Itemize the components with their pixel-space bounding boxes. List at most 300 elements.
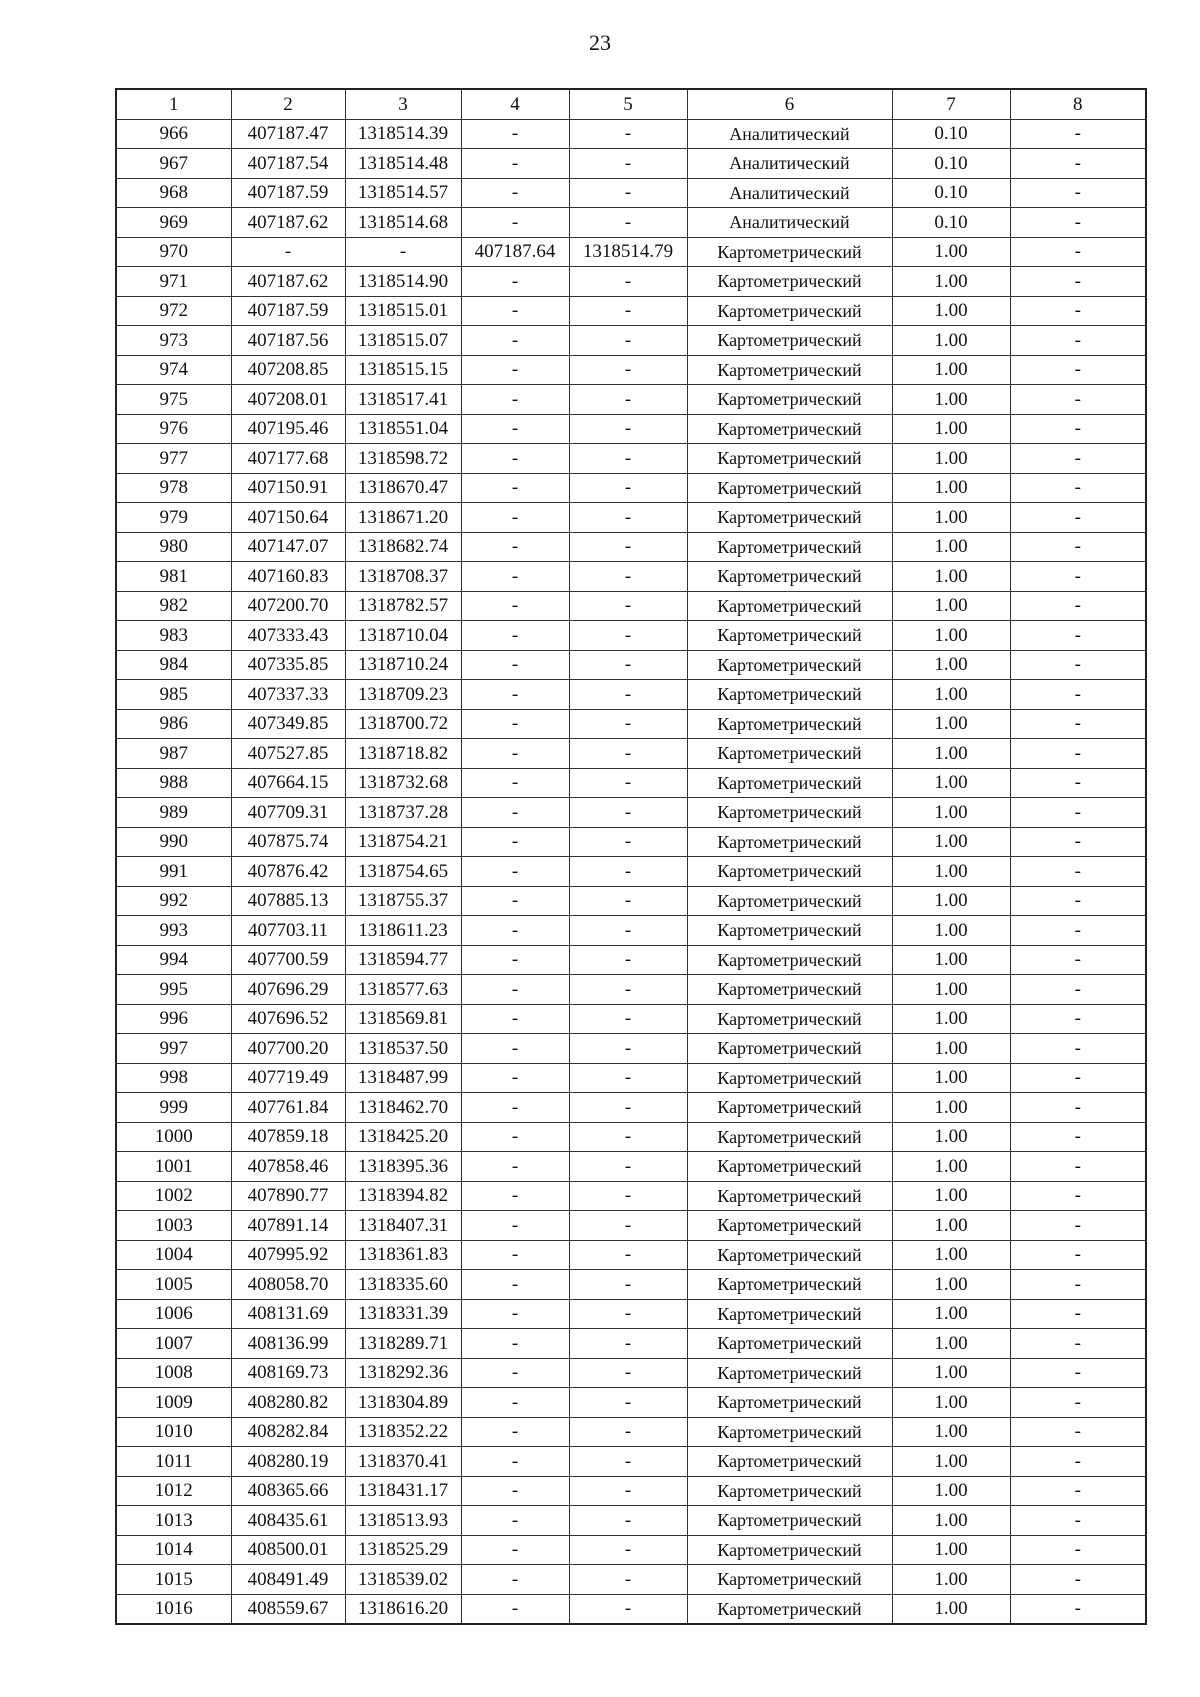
description-cell: - bbox=[1010, 149, 1146, 179]
table-row bbox=[116, 768, 1146, 798]
y-coordinate-cell: 1318407.31 bbox=[345, 1211, 461, 1241]
y-coordinate-cell: 1318487.99 bbox=[345, 1063, 461, 1093]
y-alt-cell: - bbox=[569, 1034, 687, 1064]
description-cell: - bbox=[1010, 1063, 1146, 1093]
table-row bbox=[116, 709, 1146, 739]
table-row bbox=[116, 1004, 1146, 1034]
method-cell: Картометрический bbox=[687, 591, 892, 621]
y-coordinate-cell: 1318569.81 bbox=[345, 1004, 461, 1034]
y-alt-cell: - bbox=[569, 1447, 687, 1477]
description-cell: - bbox=[1010, 1447, 1146, 1477]
method-cell: Картометрический bbox=[687, 355, 892, 385]
point-number-cell: 971 bbox=[116, 267, 231, 297]
precision-cell: 0.10 bbox=[892, 149, 1010, 179]
precision-cell: 1.00 bbox=[892, 1181, 1010, 1211]
description-cell: - bbox=[1010, 385, 1146, 415]
x-coordinate-cell: 408500.01 bbox=[231, 1535, 345, 1565]
point-number-cell: 1004 bbox=[116, 1240, 231, 1270]
description-cell: - bbox=[1010, 975, 1146, 1005]
method-cell: Картометрический bbox=[687, 1004, 892, 1034]
table-row bbox=[116, 119, 1146, 149]
table-row bbox=[116, 532, 1146, 562]
point-number-cell: 1005 bbox=[116, 1270, 231, 1300]
x-coordinate-cell: 407187.62 bbox=[231, 208, 345, 238]
x-alt-cell: - bbox=[461, 208, 569, 238]
method-cell: Картометрический bbox=[687, 1447, 892, 1477]
y-alt-cell: - bbox=[569, 1565, 687, 1595]
precision-cell: 0.10 bbox=[892, 208, 1010, 238]
description-cell: - bbox=[1010, 1506, 1146, 1536]
x-coordinate-cell: 408282.84 bbox=[231, 1417, 345, 1447]
precision-cell: 1.00 bbox=[892, 1329, 1010, 1359]
method-cell: Картометрический bbox=[687, 1152, 892, 1182]
description-cell: - bbox=[1010, 1270, 1146, 1300]
point-number-cell: 993 bbox=[116, 916, 231, 946]
description-cell: - bbox=[1010, 709, 1146, 739]
description-cell: - bbox=[1010, 827, 1146, 857]
y-alt-cell: - bbox=[569, 1240, 687, 1270]
y-coordinate-cell: 1318431.17 bbox=[345, 1476, 461, 1506]
point-number-cell: 987 bbox=[116, 739, 231, 769]
x-coordinate-cell: 407187.54 bbox=[231, 149, 345, 179]
y-alt-cell: - bbox=[569, 650, 687, 680]
table-row bbox=[116, 208, 1146, 238]
x-coordinate-cell: 407859.18 bbox=[231, 1122, 345, 1152]
x-coordinate-cell: 407700.20 bbox=[231, 1034, 345, 1064]
y-coordinate-cell: 1318304.89 bbox=[345, 1388, 461, 1418]
x-coordinate-cell: 407177.68 bbox=[231, 444, 345, 474]
point-number-cell: 1001 bbox=[116, 1152, 231, 1182]
x-coordinate-cell: 407208.85 bbox=[231, 355, 345, 385]
precision-cell: 1.00 bbox=[892, 503, 1010, 533]
table-row bbox=[116, 1152, 1146, 1182]
method-cell: Картометрический bbox=[687, 857, 892, 887]
x-alt-cell: - bbox=[461, 1211, 569, 1241]
x-alt-cell: - bbox=[461, 473, 569, 503]
description-cell: - bbox=[1010, 532, 1146, 562]
y-alt-cell: - bbox=[569, 444, 687, 474]
page-number: 23 bbox=[589, 30, 611, 55]
x-coordinate-cell: 407696.52 bbox=[231, 1004, 345, 1034]
table-row bbox=[116, 237, 1146, 267]
method-cell: Картометрический bbox=[687, 1417, 892, 1447]
y-alt-cell: - bbox=[569, 267, 687, 297]
point-number-cell: 997 bbox=[116, 1034, 231, 1064]
description-cell: - bbox=[1010, 296, 1146, 326]
description-cell: - bbox=[1010, 178, 1146, 208]
table-row bbox=[116, 1447, 1146, 1477]
y-alt-cell: - bbox=[569, 1417, 687, 1447]
y-coordinate-cell: 1318670.47 bbox=[345, 473, 461, 503]
description-cell: - bbox=[1010, 1093, 1146, 1123]
table-row bbox=[116, 178, 1146, 208]
x-coordinate-cell: 407761.84 bbox=[231, 1093, 345, 1123]
x-alt-cell: - bbox=[461, 503, 569, 533]
table-row bbox=[116, 1506, 1146, 1536]
y-alt-cell: - bbox=[569, 119, 687, 149]
y-coordinate-cell: 1318710.24 bbox=[345, 650, 461, 680]
method-cell: Картометрический bbox=[687, 1181, 892, 1211]
y-coordinate-cell: 1318515.01 bbox=[345, 296, 461, 326]
y-coordinate-cell: 1318513.93 bbox=[345, 1506, 461, 1536]
coordinates-table bbox=[115, 88, 1147, 1625]
column-header: 6 bbox=[687, 89, 892, 119]
x-alt-cell: - bbox=[461, 1388, 569, 1418]
x-alt-cell: - bbox=[461, 532, 569, 562]
point-number-cell: 969 bbox=[116, 208, 231, 238]
method-cell: Аналитический bbox=[687, 149, 892, 179]
x-coordinate-cell: 407664.15 bbox=[231, 768, 345, 798]
x-alt-cell: 407187.64 bbox=[461, 237, 569, 267]
point-number-cell: 1015 bbox=[116, 1565, 231, 1595]
precision-cell: 1.00 bbox=[892, 945, 1010, 975]
description-cell: - bbox=[1010, 591, 1146, 621]
y-alt-cell: - bbox=[569, 1152, 687, 1182]
column-header: 7 bbox=[892, 89, 1010, 119]
y-coordinate-cell: 1318700.72 bbox=[345, 709, 461, 739]
point-number-cell: 990 bbox=[116, 827, 231, 857]
table-row bbox=[116, 857, 1146, 887]
x-coordinate-cell: - bbox=[231, 237, 345, 267]
y-coordinate-cell: - bbox=[345, 237, 461, 267]
x-alt-cell: - bbox=[461, 385, 569, 415]
y-coordinate-cell: 1318754.65 bbox=[345, 857, 461, 887]
description-cell: - bbox=[1010, 1004, 1146, 1034]
y-coordinate-cell: 1318671.20 bbox=[345, 503, 461, 533]
y-coordinate-cell: 1318331.39 bbox=[345, 1299, 461, 1329]
table-row bbox=[116, 1063, 1146, 1093]
point-number-cell: 981 bbox=[116, 562, 231, 592]
point-number-cell: 1008 bbox=[116, 1358, 231, 1388]
precision-cell: 1.00 bbox=[892, 355, 1010, 385]
table-row bbox=[116, 827, 1146, 857]
description-cell: - bbox=[1010, 1388, 1146, 1418]
description-cell: - bbox=[1010, 414, 1146, 444]
method-cell: Картометрический bbox=[687, 1299, 892, 1329]
x-alt-cell: - bbox=[461, 1358, 569, 1388]
precision-cell: 1.00 bbox=[892, 1299, 1010, 1329]
precision-cell: 1.00 bbox=[892, 1358, 1010, 1388]
table-row bbox=[116, 1181, 1146, 1211]
description-cell: - bbox=[1010, 208, 1146, 238]
precision-cell: 1.00 bbox=[892, 1240, 1010, 1270]
x-coordinate-cell: 407160.83 bbox=[231, 562, 345, 592]
x-alt-cell: - bbox=[461, 1506, 569, 1536]
method-cell: Картометрический bbox=[687, 385, 892, 415]
y-coordinate-cell: 1318682.74 bbox=[345, 532, 461, 562]
point-number-cell: 1009 bbox=[116, 1388, 231, 1418]
table-row bbox=[116, 798, 1146, 828]
y-alt-cell: - bbox=[569, 1329, 687, 1359]
point-number-cell: 966 bbox=[116, 119, 231, 149]
description-cell: - bbox=[1010, 1565, 1146, 1595]
x-coordinate-cell: 407195.46 bbox=[231, 414, 345, 444]
x-alt-cell: - bbox=[461, 1270, 569, 1300]
table-row bbox=[116, 1476, 1146, 1506]
x-alt-cell: - bbox=[461, 1476, 569, 1506]
point-number-cell: 975 bbox=[116, 385, 231, 415]
y-alt-cell: - bbox=[569, 296, 687, 326]
column-header: 2 bbox=[231, 89, 345, 119]
description-cell: - bbox=[1010, 326, 1146, 356]
x-coordinate-cell: 408491.49 bbox=[231, 1565, 345, 1595]
x-alt-cell: - bbox=[461, 1240, 569, 1270]
y-coordinate-cell: 1318577.63 bbox=[345, 975, 461, 1005]
method-cell: Картометрический bbox=[687, 1594, 892, 1624]
y-alt-cell: - bbox=[569, 798, 687, 828]
precision-cell: 1.00 bbox=[892, 680, 1010, 710]
table-row bbox=[116, 680, 1146, 710]
table-row bbox=[116, 326, 1146, 356]
y-coordinate-cell: 1318782.57 bbox=[345, 591, 461, 621]
x-alt-cell: - bbox=[461, 768, 569, 798]
description-cell: - bbox=[1010, 1329, 1146, 1359]
x-alt-cell: - bbox=[461, 827, 569, 857]
x-coordinate-cell: 407709.31 bbox=[231, 798, 345, 828]
y-coordinate-cell: 1318289.71 bbox=[345, 1329, 461, 1359]
table-row bbox=[116, 621, 1146, 651]
y-coordinate-cell: 1318616.20 bbox=[345, 1594, 461, 1624]
description-cell: - bbox=[1010, 1535, 1146, 1565]
table-row bbox=[116, 916, 1146, 946]
point-number-cell: 1016 bbox=[116, 1594, 231, 1624]
method-cell: Картометрический bbox=[687, 1122, 892, 1152]
y-alt-cell: - bbox=[569, 326, 687, 356]
table-row bbox=[116, 1240, 1146, 1270]
x-alt-cell: - bbox=[461, 1594, 569, 1624]
x-coordinate-cell: 407703.11 bbox=[231, 916, 345, 946]
point-number-cell: 976 bbox=[116, 414, 231, 444]
x-alt-cell: - bbox=[461, 591, 569, 621]
method-cell: Картометрический bbox=[687, 916, 892, 946]
x-alt-cell: - bbox=[461, 1565, 569, 1595]
description-cell: - bbox=[1010, 444, 1146, 474]
table-row bbox=[116, 414, 1146, 444]
y-alt-cell: - bbox=[569, 178, 687, 208]
method-cell: Аналитический bbox=[687, 178, 892, 208]
y-coordinate-cell: 1318292.36 bbox=[345, 1358, 461, 1388]
x-coordinate-cell: 408559.67 bbox=[231, 1594, 345, 1624]
method-cell: Картометрический bbox=[687, 739, 892, 769]
y-alt-cell: - bbox=[569, 473, 687, 503]
description-cell: - bbox=[1010, 1240, 1146, 1270]
y-coordinate-cell: 1318514.90 bbox=[345, 267, 461, 297]
y-alt-cell: - bbox=[569, 1388, 687, 1418]
description-cell: - bbox=[1010, 1594, 1146, 1624]
method-cell: Картометрический bbox=[687, 1476, 892, 1506]
x-coordinate-cell: 407187.47 bbox=[231, 119, 345, 149]
y-alt-cell: - bbox=[569, 1004, 687, 1034]
point-number-cell: 1007 bbox=[116, 1329, 231, 1359]
method-cell: Картометрический bbox=[687, 1270, 892, 1300]
description-cell: - bbox=[1010, 621, 1146, 651]
y-coordinate-cell: 1318594.77 bbox=[345, 945, 461, 975]
precision-cell: 1.00 bbox=[892, 326, 1010, 356]
x-alt-cell: - bbox=[461, 1417, 569, 1447]
method-cell: Картометрический bbox=[687, 1358, 892, 1388]
description-cell: - bbox=[1010, 1299, 1146, 1329]
description-cell: - bbox=[1010, 739, 1146, 769]
x-alt-cell: - bbox=[461, 562, 569, 592]
x-alt-cell: - bbox=[461, 798, 569, 828]
point-number-cell: 998 bbox=[116, 1063, 231, 1093]
y-coordinate-cell: 1318755.37 bbox=[345, 886, 461, 916]
method-cell: Картометрический bbox=[687, 1034, 892, 1064]
precision-cell: 1.00 bbox=[892, 1476, 1010, 1506]
description-cell: - bbox=[1010, 650, 1146, 680]
y-coordinate-cell: 1318514.39 bbox=[345, 119, 461, 149]
description-cell: - bbox=[1010, 1358, 1146, 1388]
method-cell: Картометрический bbox=[687, 503, 892, 533]
method-cell: Картометрический bbox=[687, 237, 892, 267]
table-row bbox=[116, 591, 1146, 621]
x-coordinate-cell: 407527.85 bbox=[231, 739, 345, 769]
method-cell: Картометрический bbox=[687, 1565, 892, 1595]
y-coordinate-cell: 1318551.04 bbox=[345, 414, 461, 444]
x-coordinate-cell: 407696.29 bbox=[231, 975, 345, 1005]
method-cell: Картометрический bbox=[687, 621, 892, 651]
precision-cell: 1.00 bbox=[892, 267, 1010, 297]
y-alt-cell: - bbox=[569, 1270, 687, 1300]
y-alt-cell: - bbox=[569, 768, 687, 798]
x-alt-cell: - bbox=[461, 414, 569, 444]
y-alt-cell: - bbox=[569, 1093, 687, 1123]
y-coordinate-cell: 1318718.82 bbox=[345, 739, 461, 769]
precision-cell: 1.00 bbox=[892, 1535, 1010, 1565]
precision-cell: 1.00 bbox=[892, 650, 1010, 680]
method-cell: Картометрический bbox=[687, 473, 892, 503]
point-number-cell: 1012 bbox=[116, 1476, 231, 1506]
method-cell: Аналитический bbox=[687, 208, 892, 238]
description-cell: - bbox=[1010, 1181, 1146, 1211]
point-number-cell: 974 bbox=[116, 355, 231, 385]
precision-cell: 1.00 bbox=[892, 1063, 1010, 1093]
y-alt-cell: - bbox=[569, 1476, 687, 1506]
method-cell: Картометрический bbox=[687, 827, 892, 857]
precision-cell: 1.00 bbox=[892, 709, 1010, 739]
precision-cell: 1.00 bbox=[892, 532, 1010, 562]
y-alt-cell: - bbox=[569, 739, 687, 769]
point-number-cell: 968 bbox=[116, 178, 231, 208]
point-number-cell: 984 bbox=[116, 650, 231, 680]
x-alt-cell: - bbox=[461, 1004, 569, 1034]
description-cell: - bbox=[1010, 1034, 1146, 1064]
point-number-cell: 977 bbox=[116, 444, 231, 474]
y-coordinate-cell: 1318515.07 bbox=[345, 326, 461, 356]
x-coordinate-cell: 407187.59 bbox=[231, 296, 345, 326]
precision-cell: 1.00 bbox=[892, 886, 1010, 916]
y-alt-cell: - bbox=[569, 975, 687, 1005]
table-row bbox=[116, 1211, 1146, 1241]
y-coordinate-cell: 1318708.37 bbox=[345, 562, 461, 592]
y-alt-cell: - bbox=[569, 562, 687, 592]
method-cell: Картометрический bbox=[687, 532, 892, 562]
x-alt-cell: - bbox=[461, 1093, 569, 1123]
table-header bbox=[116, 89, 1146, 119]
precision-cell: 1.00 bbox=[892, 975, 1010, 1005]
y-coordinate-cell: 1318514.68 bbox=[345, 208, 461, 238]
point-number-cell: 978 bbox=[116, 473, 231, 503]
y-alt-cell: - bbox=[569, 591, 687, 621]
y-alt-cell: - bbox=[569, 355, 687, 385]
table-row bbox=[116, 975, 1146, 1005]
y-coordinate-cell: 1318537.50 bbox=[345, 1034, 461, 1064]
point-number-cell: 995 bbox=[116, 975, 231, 1005]
y-alt-cell: - bbox=[569, 503, 687, 533]
precision-cell: 1.00 bbox=[892, 621, 1010, 651]
precision-cell: 1.00 bbox=[892, 414, 1010, 444]
table-row bbox=[116, 1358, 1146, 1388]
point-number-cell: 989 bbox=[116, 798, 231, 828]
x-coordinate-cell: 408058.70 bbox=[231, 1270, 345, 1300]
y-coordinate-cell: 1318394.82 bbox=[345, 1181, 461, 1211]
description-cell: - bbox=[1010, 267, 1146, 297]
x-coordinate-cell: 407333.43 bbox=[231, 621, 345, 651]
table-row bbox=[116, 1299, 1146, 1329]
table-row bbox=[116, 739, 1146, 769]
x-coordinate-cell: 407875.74 bbox=[231, 827, 345, 857]
precision-cell: 1.00 bbox=[892, 916, 1010, 946]
point-number-cell: 1010 bbox=[116, 1417, 231, 1447]
precision-cell: 1.00 bbox=[892, 1388, 1010, 1418]
x-coordinate-cell: 407147.07 bbox=[231, 532, 345, 562]
description-cell: - bbox=[1010, 503, 1146, 533]
table-row bbox=[116, 385, 1146, 415]
precision-cell: 0.10 bbox=[892, 178, 1010, 208]
x-coordinate-cell: 407890.77 bbox=[231, 1181, 345, 1211]
y-coordinate-cell: 1318335.60 bbox=[345, 1270, 461, 1300]
method-cell: Картометрический bbox=[687, 1506, 892, 1536]
x-alt-cell: - bbox=[461, 975, 569, 1005]
y-coordinate-cell: 1318514.57 bbox=[345, 178, 461, 208]
method-cell: Картометрический bbox=[687, 1211, 892, 1241]
precision-cell: 1.00 bbox=[892, 1093, 1010, 1123]
x-coordinate-cell: 407891.14 bbox=[231, 1211, 345, 1241]
x-alt-cell: - bbox=[461, 857, 569, 887]
y-alt-cell: - bbox=[569, 1211, 687, 1241]
method-cell: Картометрический bbox=[687, 267, 892, 297]
precision-cell: 0.10 bbox=[892, 119, 1010, 149]
y-alt-cell: - bbox=[569, 208, 687, 238]
x-alt-cell: - bbox=[461, 444, 569, 474]
y-alt-cell: - bbox=[569, 414, 687, 444]
description-cell: - bbox=[1010, 1122, 1146, 1152]
point-number-cell: 1000 bbox=[116, 1122, 231, 1152]
point-number-cell: 986 bbox=[116, 709, 231, 739]
method-cell: Картометрический bbox=[687, 768, 892, 798]
description-cell: - bbox=[1010, 680, 1146, 710]
precision-cell: 1.00 bbox=[892, 1565, 1010, 1595]
description-cell: - bbox=[1010, 237, 1146, 267]
point-number-cell: 996 bbox=[116, 1004, 231, 1034]
method-cell: Картометрический bbox=[687, 709, 892, 739]
table-row bbox=[116, 562, 1146, 592]
y-alt-cell: - bbox=[569, 1594, 687, 1624]
method-cell: Картометрический bbox=[687, 680, 892, 710]
y-alt-cell: - bbox=[569, 1181, 687, 1211]
table-row bbox=[116, 1270, 1146, 1300]
x-coordinate-cell: 407719.49 bbox=[231, 1063, 345, 1093]
description-cell: - bbox=[1010, 1152, 1146, 1182]
y-coordinate-cell: 1318352.22 bbox=[345, 1417, 461, 1447]
x-coordinate-cell: 407187.56 bbox=[231, 326, 345, 356]
x-alt-cell: - bbox=[461, 1329, 569, 1359]
x-alt-cell: - bbox=[461, 1447, 569, 1477]
table-row bbox=[116, 1417, 1146, 1447]
x-coordinate-cell: 408136.99 bbox=[231, 1329, 345, 1359]
x-alt-cell: - bbox=[461, 1181, 569, 1211]
x-coordinate-cell: 408280.19 bbox=[231, 1447, 345, 1477]
